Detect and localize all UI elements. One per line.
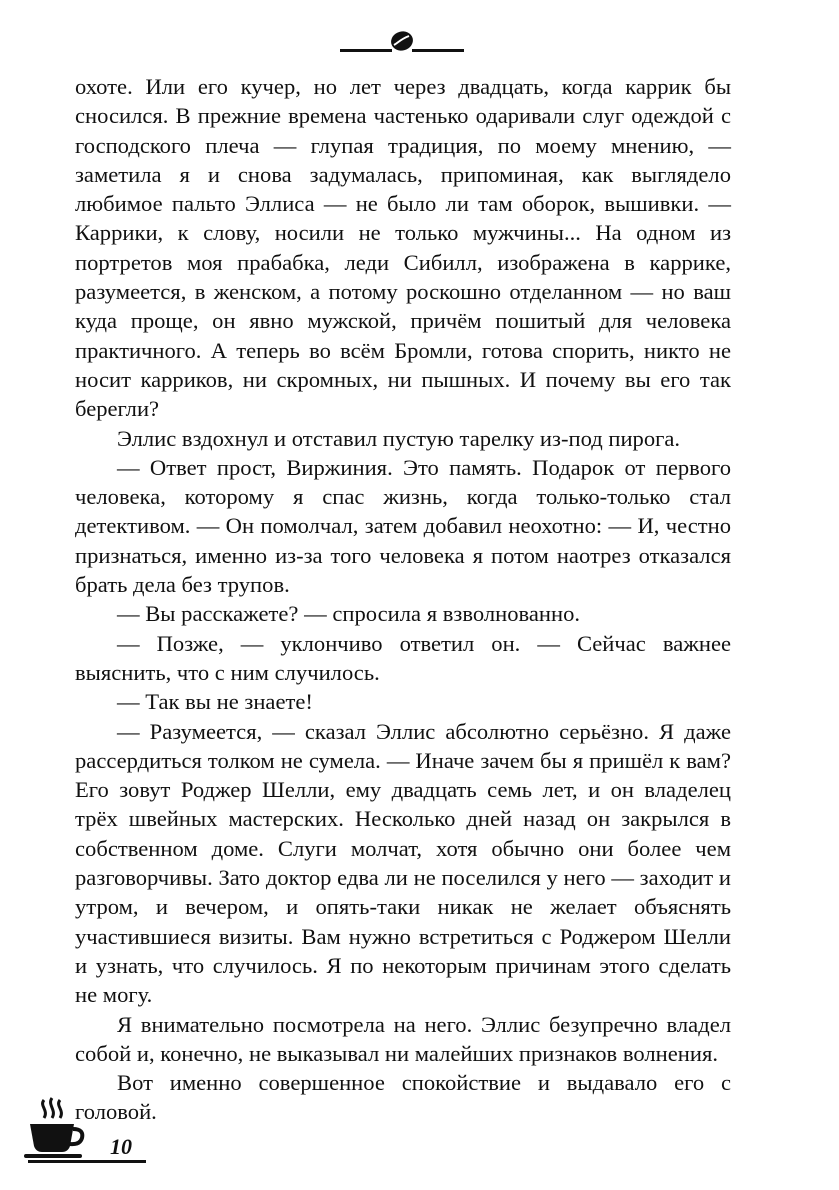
paragraph: Я внимательно посмотрела на него. Эллис безупречно владел собой и, конечно, не выказывал ни малейших признаков волнения. [75,1011,731,1066]
paragraph: — Разумеется, — сказал Эллис абсолютно серьёзно. Я даже рассердиться толком не сумела. — Иначе зачем бы я пришёл к вам? Его зовут Роджер Шелли, ему двадцать семь лет, и он владелец трёх швейных мастерских. Несколько дней назад он закрылся в собственном доме. Слуги молчат, хотя обычно они более чем разговорчивы. Зато доктор едва ли не поселился у него — заходит и утром, и вечером, и опять-таки никак не желает объяснять участившиеся визиты. Вам нужно встретиться с Роджером Шелли и узнать, что случилось. Я по некоторым причинам этого сделать не могу. [75,718,731,1008]
paragraph: — Позже, — уклончиво ответил он. — Сейчас важнее выяснить, что с ним случилось. [75,630,731,685]
coffee-bean-icon [390,30,414,52]
header-ornament [340,28,464,56]
footer-rule [28,1160,146,1163]
paragraph: — Так вы не знаете! [117,689,313,715]
body-text [75,72,731,1127]
paragraph: охоте. Или его кучер, но лет через двадцать, когда каррик бы сносился. В прежние времена частенько одаривали слуг одеждой с господского плеча — глупая традиция, по моему мнению, — заметила я и снова задумалась, припоминая, как выглядело любимое пальто Эллиса — не было ли там оборок, вышивки. — Каррики, к слову, носили не только мужчины... На одном из портретов моя прабабка, леди Сибилл, изображена в каррике, разумеется, в женском, а потому роскошно отделанном — но ваш куда проще, он явно мужской, причём пошитый для человека практичного. А теперь во всём Бромли, готова спорить, никто не носит карриков, ни скромных, ни пышных. И почему вы его так берегли? [75,74,731,422]
header-rule-left [340,49,392,52]
paragraph: — Ответ прост, Виржиния. Это память. Подарок от первого человека, которому я спас жизнь, когда только-только стал детективом. — Он помолчал, затем добавил неохотно: — И, честно признаться, именно из-за того человека я потом наотрез отказался брать дела без трупов. [75,454,731,598]
header-rule-right [412,49,464,52]
page-footer [18,1096,148,1176]
paragraph: Вот именно совершенное спокойствие и выдавало его с головой. [75,1070,731,1125]
page-number: 10 [110,1134,132,1159]
coffee-cup-icon [18,1096,88,1162]
paragraph: Эллис вздохнул и отставил пустую тарелку из-под пирога. [117,425,681,451]
paragraph: — Вы расскажете? — спросила я взволнованно. [117,601,581,627]
